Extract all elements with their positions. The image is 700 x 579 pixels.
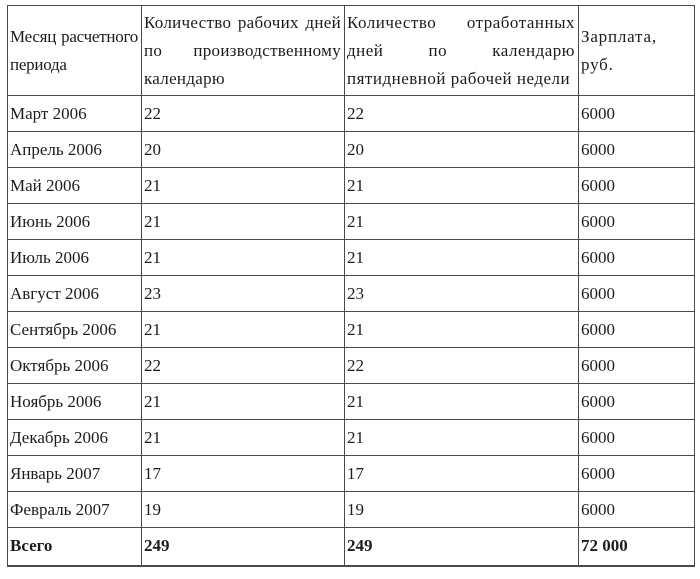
worked-days-cell: 21 [345, 420, 579, 456]
table-row [8, 384, 695, 420]
calendar-work-days-cell: 17 [142, 456, 345, 492]
calendar-work-days-cell: 22 [142, 348, 345, 384]
header-salary: Зарплата, руб. [579, 6, 695, 96]
worked-days-cell: 23 [345, 276, 579, 312]
table-row [8, 276, 695, 312]
salary-cell: 6000 [579, 420, 695, 456]
salary-cell: 6000 [579, 456, 695, 492]
salary-cell: 6000 [579, 384, 695, 420]
calendar-work-days-cell: 21 [142, 312, 345, 348]
worked-days-cell: 21 [345, 168, 579, 204]
table-row [8, 492, 695, 528]
month-cell: Январь 2007 [8, 456, 142, 492]
worked-days-cell: 21 [345, 384, 579, 420]
table-row [8, 456, 695, 492]
month-cell: Апрель 2006 [8, 132, 142, 168]
table-row [8, 312, 695, 348]
worked-days-cell: 20 [345, 132, 579, 168]
month-cell: Июнь 2006 [8, 204, 142, 240]
calendar-work-days-cell: 21 [142, 420, 345, 456]
worked-days-cell: 21 [345, 240, 579, 276]
table-row [8, 348, 695, 384]
worked-days-cell: 21 [345, 204, 579, 240]
total-salary-cell: 72 000 [579, 528, 695, 566]
worked-days-cell: 22 [345, 96, 579, 132]
table-row [8, 96, 695, 132]
worked-days-cell: 19 [345, 492, 579, 528]
calendar-work-days-cell: 19 [142, 492, 345, 528]
header-calendar-work-days: Количество рабочих дней по производственному календарю [142, 6, 345, 96]
salary-cell: 6000 [579, 240, 695, 276]
header-worked-days: Количество отработанных дней по календарю пятидневной рабочей недели [345, 6, 579, 96]
salary-cell: 6000 [579, 312, 695, 348]
calendar-work-days-cell: 21 [142, 204, 345, 240]
salary-cell: 6000 [579, 492, 695, 528]
salary-table [7, 5, 695, 567]
table-header-row [8, 6, 695, 96]
month-cell: Март 2006 [8, 96, 142, 132]
table-row [8, 168, 695, 204]
table-row [8, 240, 695, 276]
month-cell: Февраль 2007 [8, 492, 142, 528]
worked-days-cell: 21 [345, 312, 579, 348]
worked-days-cell: 22 [345, 348, 579, 384]
total-month-cell: Всего [8, 528, 142, 566]
salary-cell: 6000 [579, 276, 695, 312]
salary-cell: 6000 [579, 348, 695, 384]
header-month: Месяц расчетного периода [8, 6, 142, 96]
month-cell: Июль 2006 [8, 240, 142, 276]
month-cell: Ноябрь 2006 [8, 384, 142, 420]
table-row [8, 420, 695, 456]
calendar-work-days-cell: 22 [142, 96, 345, 132]
month-cell: Август 2006 [8, 276, 142, 312]
table-total-row [8, 528, 695, 566]
table-row [8, 132, 695, 168]
total-calendar-work-days-cell: 249 [142, 528, 345, 566]
total-worked-days-cell: 249 [345, 528, 579, 566]
table-row [8, 204, 695, 240]
month-cell: Май 2006 [8, 168, 142, 204]
calendar-work-days-cell: 21 [142, 240, 345, 276]
salary-cell: 6000 [579, 132, 695, 168]
month-cell: Декабрь 2006 [8, 420, 142, 456]
salary-cell: 6000 [579, 96, 695, 132]
calendar-work-days-cell: 23 [142, 276, 345, 312]
month-cell: Сентябрь 2006 [8, 312, 142, 348]
salary-cell: 6000 [579, 204, 695, 240]
salary-cell: 6000 [579, 168, 695, 204]
worked-days-cell: 17 [345, 456, 579, 492]
table-body [8, 96, 695, 566]
month-cell: Октябрь 2006 [8, 348, 142, 384]
calendar-work-days-cell: 20 [142, 132, 345, 168]
calendar-work-days-cell: 21 [142, 384, 345, 420]
calendar-work-days-cell: 21 [142, 168, 345, 204]
